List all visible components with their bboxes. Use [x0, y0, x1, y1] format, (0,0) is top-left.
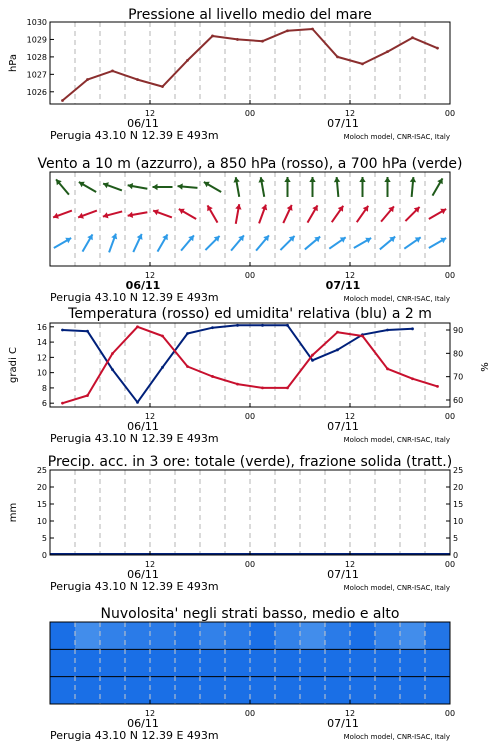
precip-axis-right-tick-label: 10 — [453, 517, 464, 526]
date-label: 06/11 — [127, 420, 159, 433]
date-label: 07/11 — [327, 420, 359, 433]
wind-700-arrow — [334, 177, 340, 197]
cloud-cell — [50, 677, 76, 705]
wind-850-arrow — [405, 207, 419, 221]
wind-700-arrow — [359, 177, 365, 197]
arrow-head — [410, 177, 416, 182]
precip-axis-right-tick-label: 0 — [453, 551, 459, 560]
cloud-cell — [425, 622, 451, 650]
humidity-line-point — [61, 329, 64, 332]
cloud-cell — [75, 649, 101, 677]
cloud-cell — [125, 622, 151, 650]
cloud-cell — [175, 677, 201, 705]
cloud-cell — [75, 677, 101, 705]
temperature-line-point — [336, 331, 339, 334]
location-label: Perugia 43.10 N 12.39 E 493m — [50, 432, 219, 445]
arrow-head — [103, 212, 109, 218]
wind-10m-arrow — [205, 236, 219, 250]
precip-axis-right-tick-label: 25 — [453, 466, 464, 475]
cloud-cell — [250, 677, 276, 705]
time-tick-label: 12 — [144, 412, 156, 421]
temperature-line-point — [211, 375, 214, 378]
precip-ylabel: mm — [8, 502, 19, 523]
pressure-ylabel: hPa — [8, 53, 19, 73]
humidity-axis-tick-label: 70 — [453, 372, 464, 382]
temperature-line-point — [286, 387, 289, 390]
cloud-cell — [300, 649, 326, 677]
wind-700-arrow — [56, 179, 69, 194]
humidity-axis-tick-label: 60 — [453, 396, 464, 405]
temperature-line-point — [411, 377, 414, 380]
wind-850-arrow — [128, 212, 148, 218]
temperature-line — [63, 327, 438, 403]
location-label: Perugia 43.10 N 12.39 E 493m — [50, 129, 219, 142]
cloud-cell — [150, 622, 176, 650]
cloud-cell — [200, 622, 226, 650]
location-label: Perugia 43.10 N 12.39 E 493m — [50, 291, 219, 304]
wind-850-arrow — [283, 205, 292, 223]
wind-title: Vento a 10 m (azzurro), a 850 hPa (rosso), a 700 hPa (verde) — [37, 156, 463, 172]
date-label: 07/11 — [327, 117, 359, 130]
cloud-cell — [375, 622, 401, 650]
temperature-line-point — [236, 383, 239, 386]
precip-axis-left-tick-label: 25 — [36, 466, 47, 475]
precip-axis-left-tick-label: 5 — [41, 534, 47, 543]
cloud-cell — [325, 649, 351, 677]
cloud-cell — [225, 622, 251, 650]
time-tick-label: 12 — [144, 271, 156, 280]
temperature-axis-tick-label: 16 — [36, 322, 47, 332]
time-tick-label: 00 — [244, 271, 256, 280]
time-tick-label: 00 — [444, 412, 456, 421]
wind-10m-arrow — [305, 237, 320, 250]
wind-700-arrow — [309, 177, 315, 197]
wind-10m-arrow — [280, 236, 294, 250]
humidity-line-point — [136, 401, 139, 404]
arrow-head — [359, 177, 365, 182]
cloud-cell — [150, 649, 176, 677]
time-tick-label: 12 — [344, 109, 356, 118]
model-credit: Moloch model, CNR-ISAC, Italy — [343, 295, 450, 303]
wind-10m-arrow — [158, 234, 168, 251]
wind-10m-arrow — [54, 238, 71, 248]
pressure-axis-tick-label: 1029 — [26, 35, 47, 45]
time-tick-label: 12 — [344, 709, 356, 718]
precip-axis-right-tick-label: 20 — [453, 483, 464, 492]
temperature-line-point — [361, 335, 364, 338]
temperature-axis-tick-label: 10 — [36, 368, 47, 378]
temperature-line-point — [111, 352, 114, 355]
temperature-axis-tick-label: 12 — [36, 353, 47, 363]
wind-10m-arrow — [354, 238, 371, 248]
model-credit: Moloch model, CNR-ISAC, Italy — [343, 584, 450, 592]
cloud-title: Nuvolosita' negli strati basso, medio e alto — [100, 606, 400, 622]
cloud-cell — [300, 622, 326, 650]
wind-10m-arrow — [133, 234, 142, 252]
cloud-cell — [125, 649, 151, 677]
humidity-line-point — [111, 368, 114, 371]
temperature-line-point — [161, 335, 164, 338]
temperature-axis-tick-label: 8 — [41, 383, 47, 393]
wind-850-arrow — [78, 211, 97, 219]
time-tick-label: 00 — [244, 709, 256, 718]
humidity-ylabel: % — [480, 362, 491, 372]
humidity-line-point — [186, 332, 189, 335]
wind-700-arrow — [79, 182, 96, 192]
precip-axis-right-tick-label: 15 — [453, 500, 464, 509]
wind-10m-arrow — [329, 237, 345, 248]
pressure-axis-tick-label: 1028 — [26, 52, 47, 62]
temperature-line-point — [386, 367, 389, 370]
wind-10m-arrow — [109, 234, 117, 253]
pressure-line-point — [436, 47, 439, 50]
cloud-cell — [375, 677, 401, 705]
wind-10m-arrow — [231, 235, 244, 250]
pressure-axis-tick-label: 1027 — [26, 70, 47, 80]
time-tick-label: 00 — [444, 271, 456, 280]
wind-10m-arrow — [181, 235, 194, 250]
humidity-line-point — [411, 327, 414, 330]
precip-axis-left-tick-label: 20 — [36, 483, 47, 492]
humidity-line-point — [386, 329, 389, 332]
wind-850-arrow — [235, 204, 241, 224]
cloud-cell — [425, 677, 451, 705]
wind-850-arrow — [308, 205, 318, 222]
pressure-line-point — [61, 99, 64, 102]
cloud-cell — [275, 677, 301, 705]
pressure-line-point — [361, 62, 364, 65]
time-tick-label: 12 — [144, 109, 156, 118]
humidity-line — [63, 325, 413, 402]
arrow-head — [153, 184, 158, 190]
humidity-line-point — [236, 324, 239, 327]
humidity-line-point — [261, 324, 264, 327]
humidity-line-point — [161, 366, 164, 369]
pressure-line-point — [386, 50, 389, 53]
pressure-line-point — [211, 35, 214, 38]
temperature-line-point — [436, 385, 439, 388]
wind-700-arrow — [410, 177, 416, 197]
cloud-cell — [225, 649, 251, 677]
wind-700-arrow — [384, 177, 390, 197]
cloud-cell — [400, 622, 426, 650]
pressure-line-point — [111, 69, 114, 72]
wind-700-arrow — [233, 177, 239, 197]
pressure-line-point — [411, 36, 414, 39]
date-label: 06/11 — [127, 117, 159, 130]
wind-850-arrow — [103, 211, 122, 218]
date-label: 07/11 — [327, 568, 359, 581]
cloud-cell — [375, 649, 401, 677]
wind-700-arrow — [178, 183, 198, 189]
cloud-cell — [50, 622, 76, 650]
time-tick-label: 12 — [344, 560, 356, 569]
wind-700-arrow — [258, 177, 264, 197]
cloud-cell — [300, 677, 326, 705]
humidity-axis-tick-label: 80 — [453, 349, 464, 359]
cloud-cell — [275, 649, 301, 677]
humidity-line-point — [286, 324, 289, 327]
cloud-cell — [325, 622, 351, 650]
arrow-head — [309, 177, 315, 182]
cloud-cell — [125, 677, 151, 705]
precip-title: Precip. acc. in 3 ore: totale (verde), frazione solida (tratt.) — [47, 454, 453, 470]
time-tick-label: 00 — [244, 109, 256, 118]
cloud-cell — [200, 649, 226, 677]
wind-10m-arrow — [83, 234, 93, 251]
temperature-ylabel: gradi C — [8, 347, 19, 383]
cloud-cell — [425, 649, 451, 677]
pressure-axis-tick-label: 1026 — [26, 87, 47, 97]
time-tick-label: 00 — [244, 560, 256, 569]
temperature-line-point — [136, 325, 139, 328]
pressure-line-point — [236, 38, 239, 41]
pressure-line-point — [86, 78, 89, 81]
location-label: Perugia 43.10 N 12.39 E 493m — [50, 729, 219, 742]
wind-700-arrow — [153, 184, 173, 190]
pressure-line-point — [336, 55, 339, 58]
pressure-title: Pressione al livello medio del mare — [128, 7, 372, 23]
date-label: 07/11 — [327, 717, 359, 730]
temperature-title: Temperatura (rosso) ed umidita' relativa (blu) a 2 m — [68, 306, 432, 322]
cloud-cell — [350, 622, 376, 650]
cloud-cell — [225, 677, 251, 705]
humidity-line-point — [211, 326, 214, 329]
cloud-cell — [250, 622, 276, 650]
cloud-cell — [400, 677, 426, 705]
time-tick-label: 00 — [444, 109, 456, 118]
cloud-cell — [100, 649, 126, 677]
arrow-head — [178, 183, 183, 189]
date-label: 07/11 — [325, 279, 361, 292]
date-label: 06/11 — [127, 717, 159, 730]
temperature-axis-tick-label: 14 — [36, 338, 47, 348]
wind-700-arrow — [204, 182, 221, 192]
wind-850-arrow — [53, 211, 72, 219]
wind-850-arrow — [381, 206, 394, 221]
precip-axis-right-tick-label: 5 — [453, 534, 459, 543]
wind-10m-arrow — [429, 238, 446, 248]
humidity-line-point — [86, 330, 89, 333]
time-tick-label: 12 — [144, 560, 156, 569]
cloud-cell — [75, 622, 101, 650]
cloud-cell — [100, 622, 126, 650]
pressure-line-point — [186, 59, 189, 62]
temperature-line-point — [261, 387, 264, 390]
wind-700-arrow — [103, 182, 122, 190]
arrow-head — [334, 177, 340, 182]
wind-850-arrow — [179, 209, 196, 219]
time-tick-label: 12 — [344, 412, 356, 421]
wind-850-arrow — [332, 206, 343, 222]
date-label: 06/11 — [127, 568, 159, 581]
cloud-cell — [50, 649, 76, 677]
cloud-cell — [100, 677, 126, 705]
time-tick-label: 00 — [444, 560, 456, 569]
cloud-cell — [350, 649, 376, 677]
pressure-line-point — [161, 85, 164, 88]
precip-axis-left-tick-label: 15 — [36, 500, 47, 509]
arrow-head — [284, 177, 290, 182]
temperature-line-point — [61, 402, 64, 405]
cloud-cell — [275, 622, 301, 650]
pressure-axis-tick-label: 1030 — [26, 18, 47, 27]
arrow-head — [384, 177, 390, 182]
humidity-axis-tick-label: 90 — [453, 326, 464, 335]
wind-700-arrow — [128, 183, 148, 189]
wind-850-arrow — [357, 206, 368, 222]
wind-850-arrow — [207, 205, 217, 222]
time-tick-label: 12 — [144, 709, 156, 718]
cloud-cell — [175, 622, 201, 650]
temperature-line-point — [186, 365, 189, 368]
location-label: Perugia 43.10 N 12.39 E 493m — [50, 580, 219, 593]
cloud-cell — [400, 649, 426, 677]
cloud-cell — [325, 677, 351, 705]
model-credit: Moloch model, CNR-ISAC, Italy — [343, 436, 450, 444]
pressure-line-point — [136, 78, 139, 81]
time-tick-label: 00 — [244, 412, 256, 421]
time-tick-label: 00 — [444, 709, 456, 718]
temperature-line-point — [86, 394, 89, 397]
wind-850-arrow — [259, 205, 267, 224]
wind-700-arrow — [284, 177, 290, 197]
pressure-line-point — [261, 40, 264, 43]
humidity-line-point — [336, 348, 339, 351]
cloud-cell — [150, 677, 176, 705]
wind-10m-arrow — [256, 235, 269, 250]
model-credit: Moloch model, CNR-ISAC, Italy — [343, 133, 450, 141]
precip-axis-left-tick-label: 10 — [36, 517, 47, 526]
humidity-line-point — [311, 359, 314, 362]
pressure-line-point — [286, 29, 289, 32]
cloud-cell — [200, 677, 226, 705]
cloud-cell — [175, 649, 201, 677]
wind-700-arrow — [433, 178, 443, 195]
model-credit: Moloch model, CNR-ISAC, Italy — [343, 733, 450, 741]
cloud-cell — [350, 677, 376, 705]
temperature-axis-tick-label: 6 — [41, 399, 47, 409]
date-label: 06/11 — [125, 279, 161, 292]
time-tick-label: 12 — [344, 271, 356, 280]
pressure-line-point — [311, 28, 314, 31]
wind-850-arrow — [153, 209, 172, 217]
wind-850-arrow — [429, 209, 446, 219]
temperature-line-point — [311, 354, 314, 357]
wind-10m-arrow — [380, 237, 395, 250]
wind-10m-arrow — [404, 237, 420, 248]
cloud-cell — [250, 649, 276, 677]
precip-axis-left-tick-label: 0 — [41, 551, 47, 560]
